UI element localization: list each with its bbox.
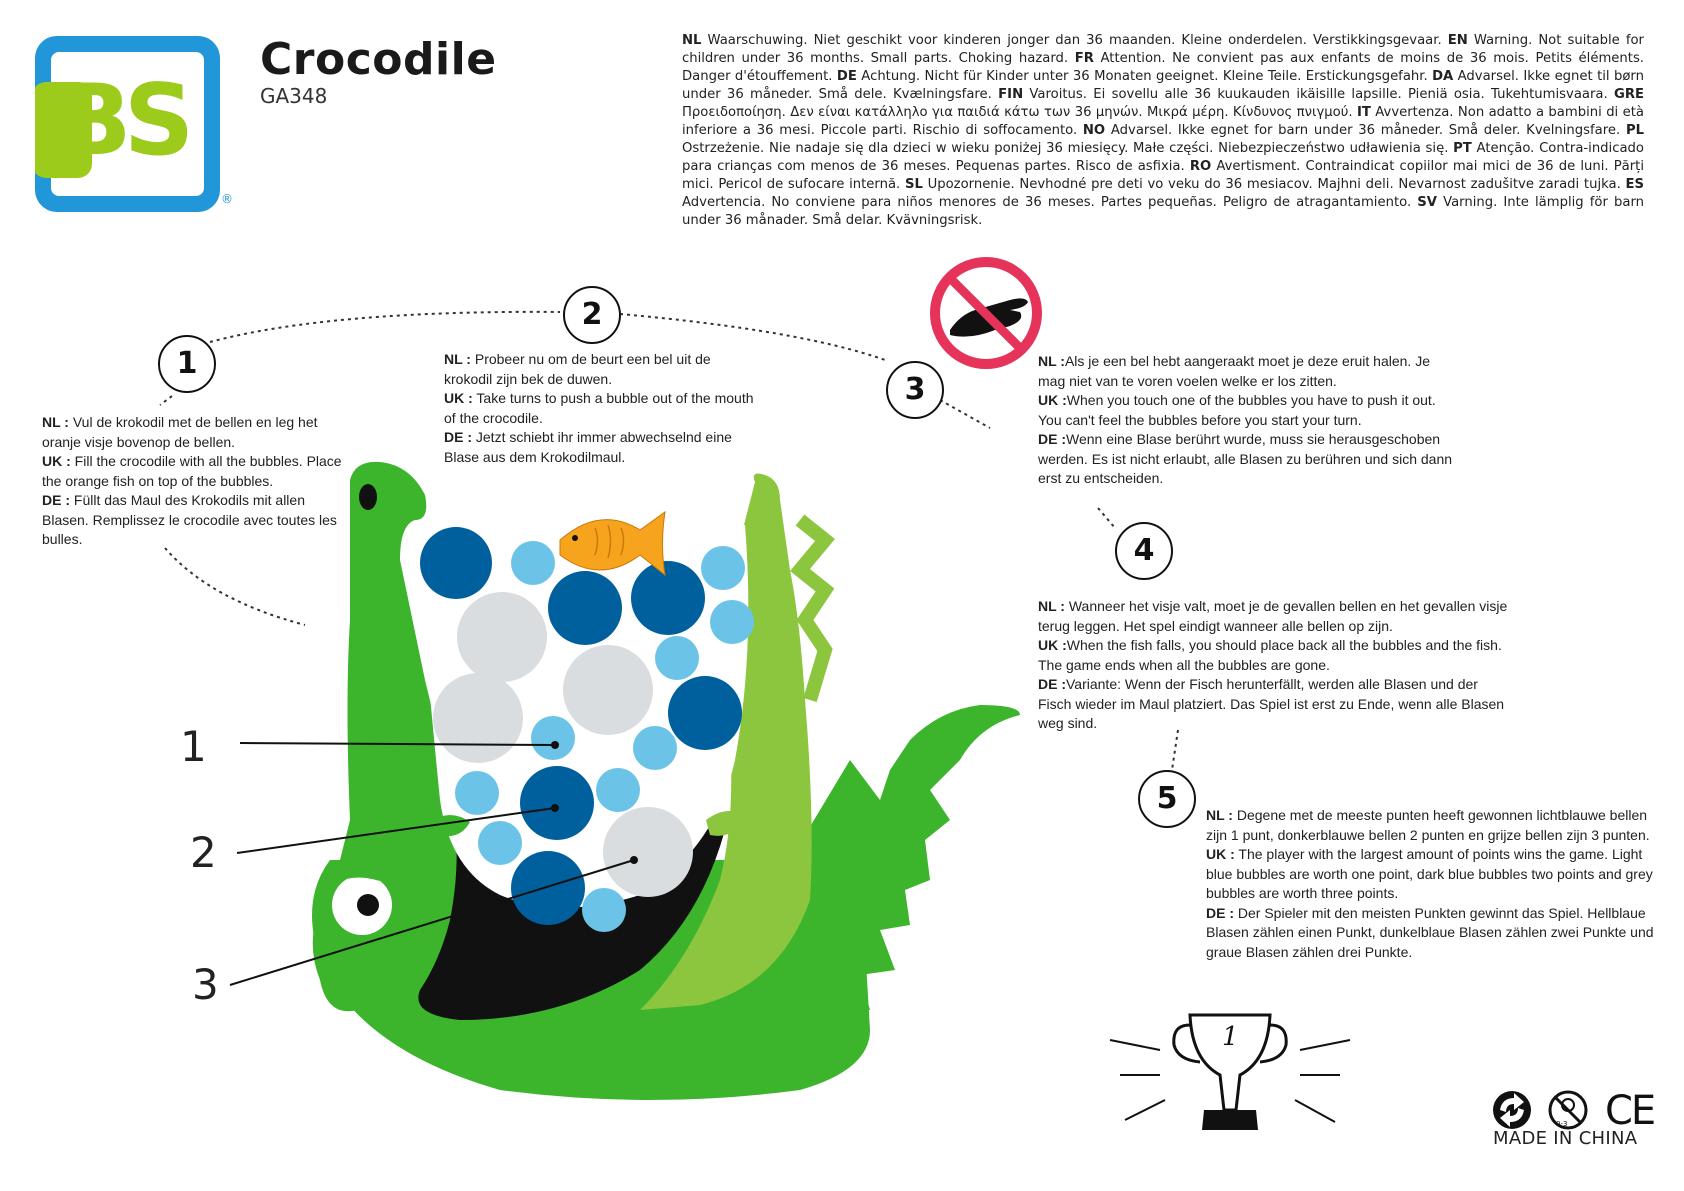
crocodile-illustration [312, 462, 1020, 1100]
warning-text: Advarsel. Ikke egnet for barn under 36 måneder. Små deler. Kvelningsfare. [1105, 123, 1626, 138]
product-title: Crocodile [260, 34, 497, 85]
bubble-dark [548, 571, 622, 645]
step-line [444, 389, 754, 428]
logo-text: BS [57, 64, 187, 178]
step-5-text [1206, 806, 1661, 962]
warning-text: Advertencia. No conviene para niños menores de 36 meses. Partes pequeñas. Peligro de atragantamiento. [682, 195, 1418, 210]
bubble-grey [603, 807, 693, 897]
step-lang-code: DE : [444, 429, 472, 445]
bubble-light [655, 636, 699, 680]
legend-3-grey-bubble: 3 [192, 960, 219, 1009]
step-lang-code: DE : [1038, 431, 1066, 447]
bubble-dark [420, 527, 492, 599]
step-line [42, 452, 347, 491]
legend-1-light-bubble: 1 [180, 722, 207, 771]
step-connector-4-5 [1172, 730, 1178, 770]
warning-text: Avvertenza. Non adatto a bambini di età inferiore a 36 mesi. Piccole parti. Rischio di soffocamento. [682, 105, 1644, 138]
crocodile-side-eye-pupil [357, 894, 379, 916]
registered-mark: ® [221, 192, 233, 206]
warning-lang-code: PL [1625, 123, 1645, 138]
step-line [1206, 806, 1661, 845]
step-lang-code: UK : [1038, 637, 1067, 653]
warning-text: Atenção. Contra-indicado para crianças com menos de 36 meses. Pequenas partes. Risco de asfixia. [682, 141, 1644, 174]
warning-lang-code: GRE [1614, 87, 1644, 102]
step-line [1038, 430, 1458, 489]
step-number-3: 3 [886, 361, 944, 419]
warning-lang-code: ES [1625, 177, 1645, 192]
step-line-text: Probeer nu om de beurt een bel uit de krokodil zijn bek de duwen. [444, 351, 711, 387]
step-line-text: Vul de krokodil met de bellen en leg het oranje visje bovenop de bellen. [42, 414, 318, 450]
warning-text: Avertisment. Contraindicat copiilor mai mici de 36 de luni. Părți mici. Pericol de sufocare internă. [682, 159, 1644, 192]
age-warning-icon [1550, 1092, 1586, 1128]
step-lang-code: NL : [444, 351, 471, 367]
warning-text: Achtung. Nicht für Kinder unter 36 Monaten geeignet. Kleine Teile. Erstickungsgefahr. [856, 69, 1433, 84]
trophy-place: 1 [1222, 1022, 1239, 1052]
step-connector-1-down [165, 548, 305, 625]
step-line-text: Jetzt schiebt ihr immer abwechselnd eine Blase aus dem Krokodilmaul. [444, 429, 732, 465]
warning-text: Attention. Ne convient pas aux enfants de moins de 36 mois. Petits éléments. Danger d'étouffement. [682, 51, 1645, 84]
step-1-text [42, 413, 347, 550]
step-line-text: When you touch one of the bubbles you have to push it out. You can't feel the bubbles before you start your turn. [1038, 392, 1436, 428]
step-line [1038, 391, 1458, 430]
warning-lang-code: NO [1082, 123, 1106, 138]
step-line-text: Füllt das Maul des Krokodils mit allen Blasen. Remplissez le crocodile avec toutes les bulles. [42, 492, 337, 547]
legend-2-dark-bubble: 2 [190, 828, 217, 877]
bubble-light [596, 768, 640, 812]
warning-lang-code: SV [1417, 195, 1437, 210]
step-lang-code: UK : [1038, 392, 1067, 408]
warning-lang-code: RO [1189, 159, 1212, 174]
bubble-light [710, 600, 754, 644]
safety-warning [682, 32, 1644, 230]
crocodile-top-eye [359, 484, 377, 510]
bubble-light [455, 771, 499, 815]
bubble-light [633, 726, 677, 770]
bubble-grey [457, 592, 547, 682]
bubble-grey [433, 673, 523, 763]
step-line-text: Fill the crocodile with all the bubbles. Place the orange fish on top of the bubbles. [42, 453, 342, 489]
step-lang-code: NL : [1206, 807, 1233, 823]
step-line [444, 428, 754, 467]
step-line-text: Der Spieler mit den meisten Punkten gewinnt das Spiel. Hellblaue Blasen zählen einen Punkt, dunkelblaue Blasen zählen zwei Punkte und graue Blasen zählen drei Punkte. [1206, 904, 1654, 960]
step-4-text [1038, 597, 1508, 734]
step-line-text: Wenn eine Blase berührt wurde, muss sie herausgeschoben werden. Es ist nicht erlaubt, alle Blasen zu berühren und sich dann erst zu entscheiden. [1038, 431, 1453, 486]
made-in-label: MADE IN CHINA [1493, 1128, 1638, 1149]
bubble-light [582, 888, 626, 932]
step-number-1: 1 [158, 335, 216, 393]
step-number-2: 2 [563, 286, 621, 344]
warning-text: Advarsel. Ikke egnet til børn under 36 måneder. Små dele. Kvælningsfare. [682, 69, 1644, 102]
step-lang-code: DE : [1038, 676, 1066, 692]
step-lang-code: DE : [42, 492, 70, 508]
step-line [1038, 597, 1508, 636]
step-line [1038, 352, 1458, 391]
step-line-text: Variante: Wenn der Fisch herunterfällt, werden alle Blasen und der Fisch wieder im Maul platziert. Das Spiel ist erst zu Ende, wenn alle Blasen weg sind. [1038, 676, 1505, 731]
step-lang-code: NL : [42, 414, 69, 430]
step-line-text: Wanneer het visje valt, moet je de gevallen bellen en het gevallen visje terug leggen. Het spel eindigt wanneer alle bellen op zijn. [1038, 598, 1508, 634]
warning-lang-code: SL [904, 177, 923, 192]
warning-lang-code: DA [1432, 69, 1454, 84]
step-line [444, 350, 754, 389]
step-line-text: When the fish falls, you should place back all the bubbles and the fish. The game ends when all the bubbles are gone. [1038, 637, 1502, 673]
step-lang-code: NL : [1038, 598, 1065, 614]
no-touch-icon [935, 262, 1037, 364]
step-number-5: 5 [1138, 770, 1196, 828]
crocodile-upper-jaw-back [800, 520, 825, 700]
warning-text: Varning. Inte lämplig för barn under 36 månader. Små delar. Kvävningsrisk. [682, 195, 1644, 228]
step-connector-3-4 [1098, 508, 1115, 528]
step-line [1206, 904, 1661, 963]
step-lang-code: UK : [1206, 846, 1235, 862]
step-line-text: Degene met de meeste punten heeft gewonnen lichtblauwe bellen zijn 1 punt, donkerblauwe bellen 2 punten en grijze bellen zijn 3 punten. [1206, 807, 1650, 843]
warning-lang-code: FR [1074, 51, 1094, 66]
step-connector-1-2 [210, 312, 560, 342]
step-lang-code: DE : [1206, 904, 1234, 921]
step-line [1038, 636, 1508, 675]
brand-logo [35, 36, 235, 216]
bubble-light [478, 821, 522, 865]
bubble-light [511, 541, 555, 585]
bubble-dark [511, 851, 585, 925]
warning-text: Waarschuwing. Niet geschikt voor kinderen jonger dan 36 maanden. Kleine onderdelen. Verstikkingsgevaar. [701, 33, 1448, 48]
warning-lang-code: NL [682, 33, 702, 48]
bubble-dark [668, 676, 742, 750]
warning-lang-code: FIN [998, 87, 1024, 102]
bubble-light [531, 716, 575, 760]
warning-lang-code: DE [836, 69, 857, 84]
step-line [42, 413, 347, 452]
warning-text: Upozornenie. Nevhodné pre deti vo veku do 36 mesiacov. Majhni deli. Nevarnost zadušitve zaradi tujka. [922, 177, 1626, 192]
step-line-text: Take turns to push a bubble out of the mouth of the crocodile. [444, 390, 754, 426]
step-lang-code: UK : [42, 453, 71, 469]
warning-text: Varoitus. Ei sovellu alle 36 kuukauden ikäisille lapsille. Pieniä osia. Tukehtumisvaara. [1023, 87, 1614, 102]
step-lang-code: UK : [444, 390, 473, 406]
step-number-4: 4 [1115, 522, 1173, 580]
warning-lang-code: PT [1453, 141, 1472, 156]
bubble-grey [563, 645, 653, 735]
bubble-dark [631, 561, 705, 635]
step-line [42, 491, 347, 550]
step-line-text: Als je een bel hebt aangeraakt moet je deze eruit halen. Je mag niet van te voren voelen welke er los zitten. [1038, 353, 1430, 389]
step-lang-code: NL : [1038, 353, 1065, 369]
step-2-text [444, 350, 754, 467]
warning-text: Προειδοποίηση. Δεν είναι κατάλληλο για παιδιά κάτω των 36 μηνών. Μικρά μέρη. Κίνδυνος πνιγμού. [682, 105, 1357, 120]
svg-text:0-3: 0-3 [1556, 1120, 1568, 1128]
bubble-dark [520, 766, 594, 840]
step-connector-3-right [940, 400, 990, 428]
step-3-text [1038, 352, 1458, 489]
warning-lang-code: EN [1447, 33, 1468, 48]
step-connector-1-up [160, 396, 172, 405]
step-line [1038, 675, 1508, 734]
warning-lang-code: IT [1356, 105, 1371, 120]
warning-text: Ostrzeżenie. Nie nadaje się dla dzieci w wieku poniżej 36 miesięcy. Małe części. Niebezpieczeństwo udławienia się. [682, 141, 1454, 156]
recycle-icon [1493, 1091, 1531, 1129]
product-code: GA348 [260, 84, 328, 108]
ce-mark: CE [1605, 1088, 1655, 1134]
bubble-light [701, 546, 745, 590]
step-line-text: The player with the largest amount of points wins the game. Light blue bubbles are worth one point, dark blue bubbles two points and grey bubbles are worth three points. [1206, 846, 1653, 901]
step-line [1206, 845, 1661, 904]
warning-text: Warning. Not suitable for children under 36 months. Small parts. Choking hazard. [682, 33, 1644, 66]
